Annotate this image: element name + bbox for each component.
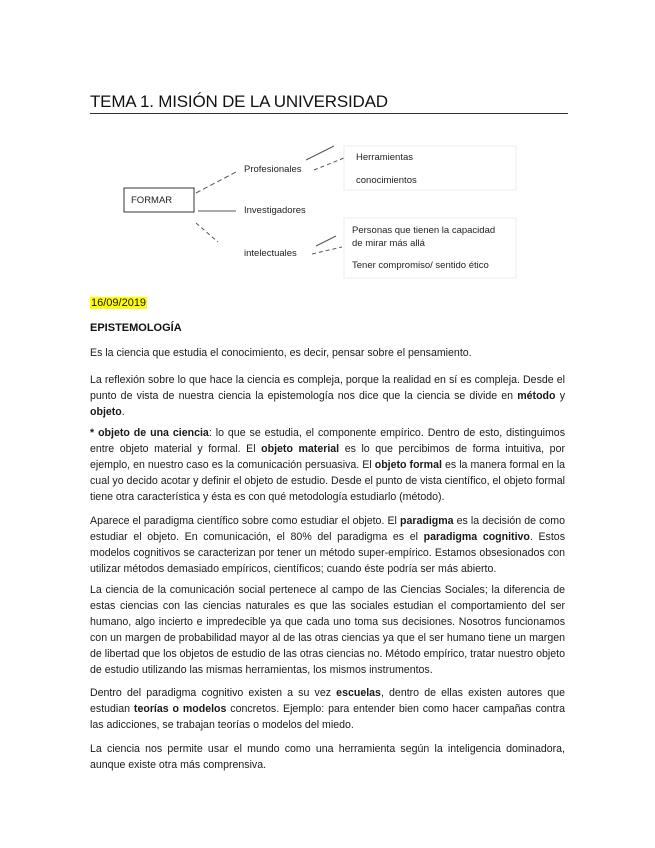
paragraph-6: Dentro del paradigma cognitivo existen a su vez escuelas, dentro de ellas existen autores que estudian teorías o modelos concretos. Ejemplo: para entender bien como hacer campañas contra las adicciones, se trabajan teorías o modelos del miedo. xyxy=(90,687,566,731)
item-personas-line1: Personas que tienen la capacidad xyxy=(352,225,496,236)
paragraph-5: La ciencia de la comunicación social pertenece al campo de las Ciencias Sociales; la diferencia de estas ciencias con las ciencias naturales es que las sociales estudian el comportamiento del ser humano, algo incierto e impredecible ya que cada uno toma sus decisiones. Nosotros funcionamos con un margen de probabilidad mayor al de las otras ciencias ya que el ser humano tiene un margen de libertad que los objetos de estudio de las otras ciencias no. Método empírico, tratar nuestro objeto de estudio utilizando las mismas herramientas, los mismos instrumentos. xyxy=(90,584,565,676)
branch-profesionales: Profesionales xyxy=(244,164,302,175)
line-to-compromiso xyxy=(312,247,342,254)
paragraph-2: La reflexión sobre lo que hace la ciencia es compleja, porque la realidad en sí es compleja. Desde el punto de vista de nuestra ciencia la epistemología nos dice que la ciencia se divide en método y objeto. xyxy=(90,374,565,418)
item-personas-line2: de mirar más allá xyxy=(352,238,425,249)
item-herramientas: Herramientas xyxy=(356,152,414,163)
page-title: TEMA 1. MISIÓN DE LA UNIVERSIDAD xyxy=(90,92,388,111)
line-to-personas xyxy=(316,236,336,246)
item-conocimientos: conocimientos xyxy=(356,175,417,186)
line-to-profesionales xyxy=(196,172,236,193)
line-to-intelectuales xyxy=(196,223,218,242)
item-compromiso: Tener compromiso/ sentido ético xyxy=(352,260,489,271)
paragraph-7: La ciencia nos permite usar el mundo como una herramienta según la inteligencia dominadora, aunque existe otra más comprensiva. xyxy=(90,743,565,771)
paragraph-1: Es la ciencia que estudia el conocimiento, es decir, pensar sobre el pensamiento. xyxy=(90,347,472,359)
branch-investigadores: Investigadores xyxy=(244,205,306,216)
paragraph-4: Aparece el paradigma científico sobre como estudiar el objeto. El paradigma es la decisión de como estudiar el objeto. En comunicación, el 80% del paradigma es el paradigma cognitivo. Estos modelos cognitivos se caracterizan por tener un método super-empírico. Estamos obsesionados con utilizar métodos demasiado empíricos, científicos; cuando éste podría ser más abierto. xyxy=(90,515,565,575)
section-heading: EPISTEMOLOGÍA xyxy=(90,322,182,334)
line-to-herramientas xyxy=(306,146,334,160)
date-highlight: 16/09/2019 xyxy=(91,297,147,309)
paragraph-3: * objeto de una ciencia: lo que se estudia, el componente empírico. Dentro de esto, distinguimos entre objeto material y formal. El objeto material es lo que percibimos de forma intuitiva, por ejemplo, en nuestro caso es la comunicación persuasiva. El objeto formal es la manera formal en la cual yo decido acotar y definir el objeto de estudio. Desde el punto de vista científico, el objeto formal tiene otra característica y ésta es con qué metodología estudiarlo (método). xyxy=(90,427,565,503)
branch-intelectuales: intelectuales xyxy=(244,248,297,259)
line-to-conocimientos xyxy=(314,158,344,170)
formar-diagram xyxy=(0,0,655,300)
formar-label: FORMAR xyxy=(131,195,173,206)
